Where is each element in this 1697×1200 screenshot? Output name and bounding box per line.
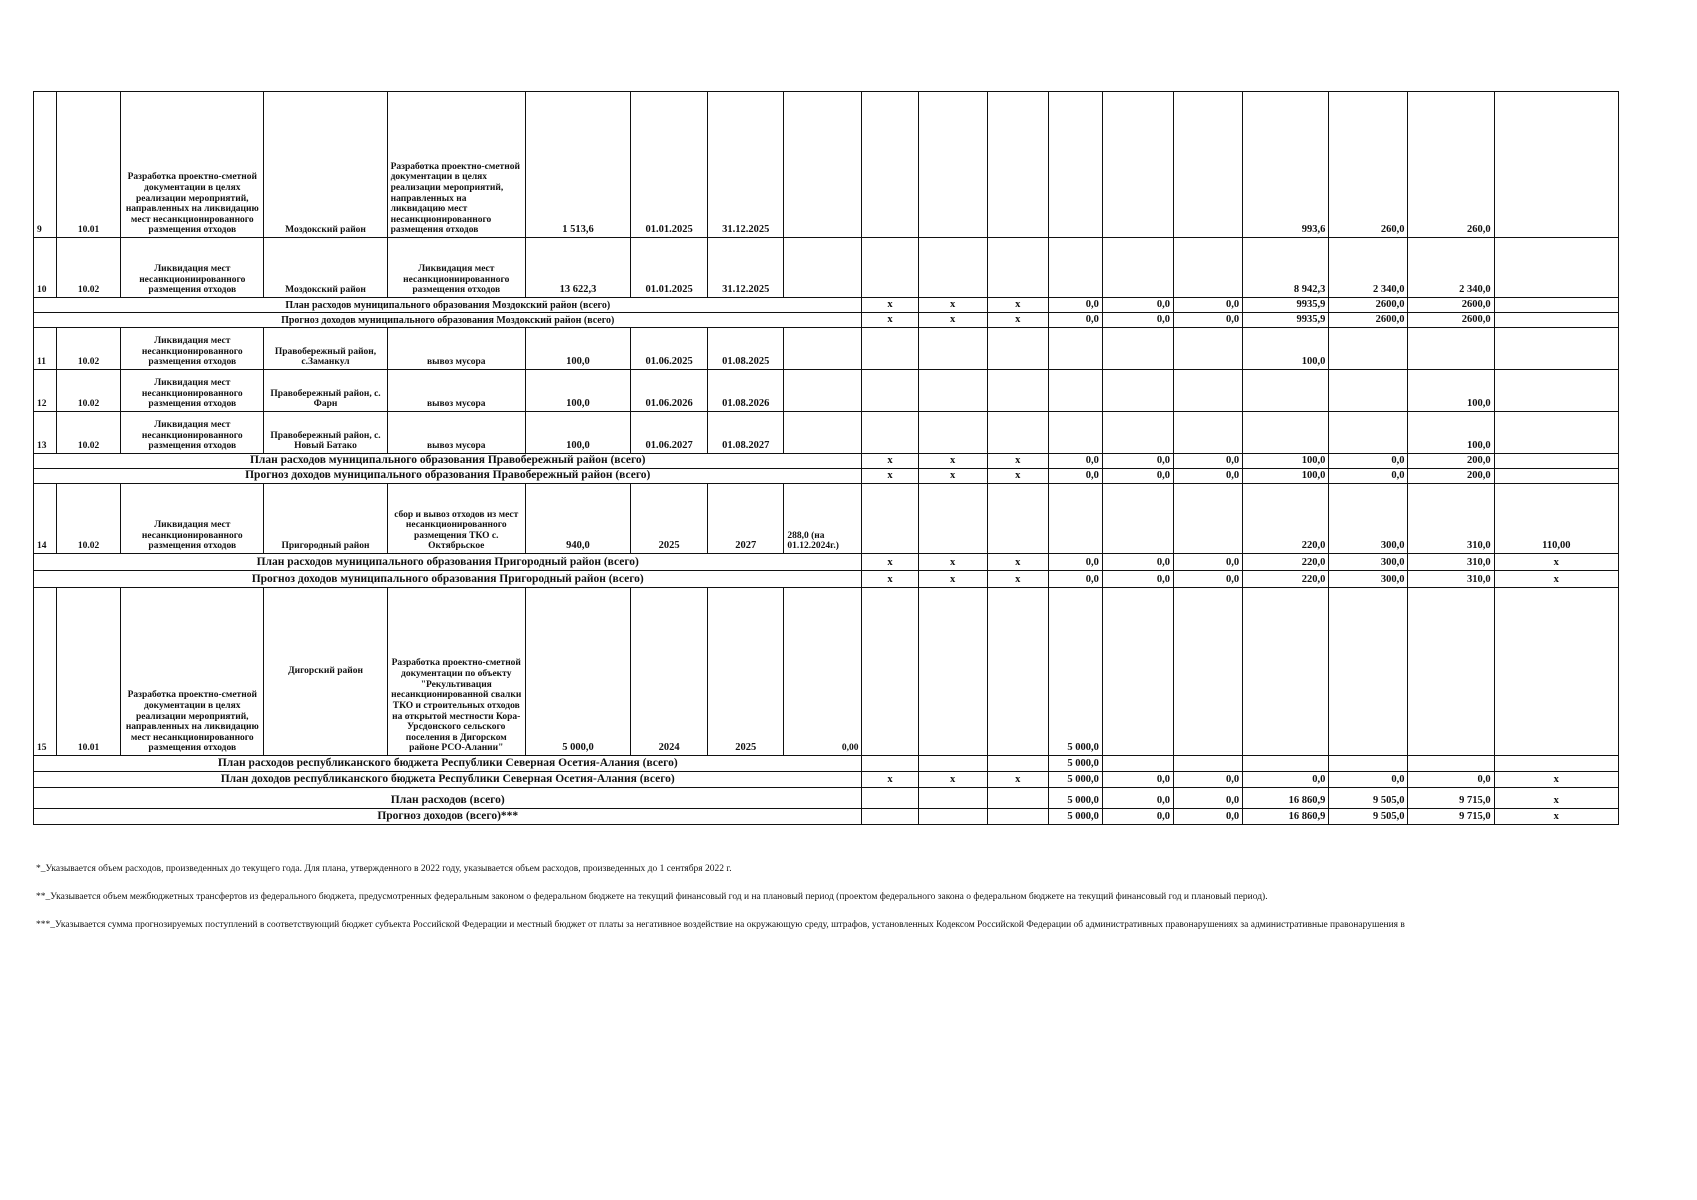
sum-value: 9935,9 [1243, 313, 1329, 328]
value-plan-3 [1408, 588, 1494, 756]
sum-value: х [1494, 809, 1618, 825]
x-cell [918, 412, 987, 454]
spent-before [784, 370, 862, 412]
district: Моздокский район [264, 92, 387, 238]
sum-value: 0,0 [1174, 809, 1243, 825]
object-name: Ликвидация мест несанкциониированного размещения отходов [387, 238, 525, 298]
sum-value: 0,0 [1174, 788, 1243, 809]
x-cell [987, 238, 1048, 298]
value-2024 [1048, 238, 1102, 298]
table-row [34, 484, 1619, 554]
summary-row [34, 571, 1619, 588]
x-cell [862, 809, 918, 825]
sum-value: 220,0 [1243, 571, 1329, 588]
x-cell [987, 412, 1048, 454]
x-cell: х [862, 571, 918, 588]
x-cell [862, 756, 918, 772]
value-plan-2 [1329, 412, 1408, 454]
value-2025a [1102, 370, 1173, 412]
sum-value: 0,0 [1174, 571, 1243, 588]
summary-row [34, 554, 1619, 571]
x-cell: х [862, 469, 918, 484]
summary-label: План расходов республиканского бюджета Республики Северная Осетия-Алания (всего) [34, 756, 862, 772]
summary-row [34, 809, 1619, 825]
end-date: 31.12.2025 [708, 238, 784, 298]
measure-code: 10.02 [57, 484, 121, 554]
value-plan-3 [1408, 328, 1494, 370]
value-plan-3: 310,0 [1408, 484, 1494, 554]
x-cell [987, 370, 1048, 412]
x-cell [862, 370, 918, 412]
measure-name: Ликвидация мест несанкционированного размещения отходов [121, 412, 264, 454]
value-2024: 5 000,0 [1048, 588, 1102, 756]
summary-label: Прогноз доходов муниципального образования Моздокский район (всего) [34, 313, 862, 328]
sum-value: 2600,0 [1408, 313, 1494, 328]
value-2025b [1174, 370, 1243, 412]
x-cell: х [918, 454, 987, 469]
value-last [1494, 588, 1618, 756]
total-cost: 100,0 [525, 370, 630, 412]
object-name: вывоз мусора [387, 412, 525, 454]
budget-table [33, 91, 1619, 825]
value-2025a [1102, 238, 1173, 298]
table-row [34, 92, 1619, 238]
sum-value: 300,0 [1329, 554, 1408, 571]
sum-value: 0,0 [1102, 772, 1173, 788]
value-2025a [1102, 412, 1173, 454]
object-name: вывоз мусора [387, 328, 525, 370]
footnote-3: ***_Указывается сумма прогнозируемых поступлений в соответствующий бюджет субъекта Российской Федерации и местный бюджет от платы за негативное воздействие на окружающую среду, штрафов, установленных Кодексом Российской Федерации об административных правонарушениях за административные правонарушения в [36, 920, 1405, 930]
measure-code: 10.01 [57, 588, 121, 756]
summary-row [34, 454, 1619, 469]
x-cell: х [987, 469, 1048, 484]
value-last: 110,00 [1494, 484, 1618, 554]
sum-value [1174, 756, 1243, 772]
value-2025b [1174, 92, 1243, 238]
value-plan-2: 2 340,0 [1329, 238, 1408, 298]
row-number: 9 [34, 92, 57, 238]
budget-table-sheet [33, 91, 1619, 825]
summary-row [34, 756, 1619, 772]
district: Моздокский район [264, 238, 387, 298]
spent-before: 288,0 (на 01.12.2024г.) [784, 484, 862, 554]
sum-value: 0,0 [1329, 469, 1408, 484]
sum-value: 100,0 [1243, 454, 1329, 469]
sum-value: 16 860,9 [1243, 788, 1329, 809]
x-cell: х [918, 298, 987, 313]
value-2025a [1102, 484, 1173, 554]
end-date: 2027 [708, 484, 784, 554]
value-plan-1 [1243, 588, 1329, 756]
value-plan-2: 260,0 [1329, 92, 1408, 238]
sum-value: 0,0 [1174, 454, 1243, 469]
x-cell [862, 788, 918, 809]
sum-value: 220,0 [1243, 554, 1329, 571]
sum-value: 0,0 [1174, 469, 1243, 484]
sum-value: 16 860,9 [1243, 809, 1329, 825]
x-cell [918, 756, 987, 772]
district: Дигорский район [264, 588, 387, 756]
measure-name: Ликвидация мест несанкциониированного размещения отходов [121, 238, 264, 298]
x-cell [862, 484, 918, 554]
sum-value: х [1494, 772, 1618, 788]
sum-value: 0,0 [1048, 571, 1102, 588]
total-cost: 100,0 [525, 328, 630, 370]
start-date: 01.06.2027 [631, 412, 708, 454]
x-cell [918, 809, 987, 825]
value-2025b [1174, 412, 1243, 454]
x-cell: х [862, 298, 918, 313]
sum-value: 310,0 [1408, 554, 1494, 571]
measure-code: 10.02 [57, 370, 121, 412]
sum-value: 0,0 [1102, 788, 1173, 809]
sum-value [1329, 756, 1408, 772]
x-cell [862, 238, 918, 298]
object-name: сбор и вывоз отходов из мест несанкционированного размещения ТКО с. Октябрьское [387, 484, 525, 554]
summary-row [34, 772, 1619, 788]
sum-value: 0,0 [1048, 313, 1102, 328]
value-plan-1 [1243, 412, 1329, 454]
x-cell: х [987, 571, 1048, 588]
sum-value: 100,0 [1243, 469, 1329, 484]
x-cell [862, 588, 918, 756]
x-cell: х [987, 772, 1048, 788]
summary-row [34, 469, 1619, 484]
x-cell [862, 328, 918, 370]
value-plan-3: 2 340,0 [1408, 238, 1494, 298]
object-name: Разработка проектно-сметной документации по объекту "Рекультивация несанкционированной свалки ТКО и строительных отходов на открытой местности Кора-Урсдонского сельского поселения в Дигорском районе РСО-Алании" [387, 588, 525, 756]
sum-value [1494, 313, 1618, 328]
value-plan-1: 8 942,3 [1243, 238, 1329, 298]
sum-value: 0,0 [1048, 454, 1102, 469]
sum-value: х [1494, 571, 1618, 588]
value-last [1494, 92, 1618, 238]
x-cell [918, 328, 987, 370]
x-cell: х [862, 554, 918, 571]
sum-value: 9935,9 [1243, 298, 1329, 313]
sum-value: 9 505,0 [1329, 788, 1408, 809]
sum-value: 0,0 [1102, 571, 1173, 588]
sum-value: 0,0 [1174, 772, 1243, 788]
district: Правобережный район, с. Новый Батако [264, 412, 387, 454]
sum-value: 9 505,0 [1329, 809, 1408, 825]
value-2025a [1102, 328, 1173, 370]
start-date: 01.06.2026 [631, 370, 708, 412]
measure-code: 10.01 [57, 92, 121, 238]
sum-value: 5 000,0 [1048, 788, 1102, 809]
sum-value: 2600,0 [1329, 298, 1408, 313]
value-last [1494, 370, 1618, 412]
value-plan-3: 100,0 [1408, 412, 1494, 454]
end-date: 01.08.2027 [708, 412, 784, 454]
x-cell: х [862, 313, 918, 328]
sum-value: 0,0 [1174, 554, 1243, 571]
sum-value: 0,0 [1329, 772, 1408, 788]
sum-value: 5 000,0 [1048, 809, 1102, 825]
object-name: вывоз мусора [387, 370, 525, 412]
footnote-2: **_Указывается объем межбюджетных трансфертов из федерального бюджета, предусмотренных федеральным законом о федеральном бюджете на текущий финансовый год и на плановый период (проектом федерального закона о федеральном бюджете на текущий финансовый год и плановый период). [36, 892, 1268, 902]
sum-value: 0,0 [1174, 298, 1243, 313]
start-date: 2024 [631, 588, 708, 756]
summary-label: План расходов муниципального образования Моздокский район (всего) [34, 298, 862, 313]
sum-value: х [1494, 788, 1618, 809]
value-2024 [1048, 328, 1102, 370]
spent-before [784, 238, 862, 298]
x-cell [987, 756, 1048, 772]
sum-value: 9 715,0 [1408, 809, 1494, 825]
x-cell: х [987, 298, 1048, 313]
x-cell [987, 328, 1048, 370]
row-number: 11 [34, 328, 57, 370]
sum-value: 2600,0 [1329, 313, 1408, 328]
sum-value: 0,0 [1102, 554, 1173, 571]
x-cell [918, 92, 987, 238]
sum-value: 0,0 [1102, 809, 1173, 825]
value-2025b [1174, 588, 1243, 756]
x-cell [918, 788, 987, 809]
table-row [34, 370, 1619, 412]
value-plan-3: 100,0 [1408, 370, 1494, 412]
sum-value: 0,0 [1048, 298, 1102, 313]
end-date: 31.12.2025 [708, 92, 784, 238]
sum-value: 0,0 [1243, 772, 1329, 788]
district: Правобережный район, с. Фарн [264, 370, 387, 412]
value-2024 [1048, 412, 1102, 454]
value-2024 [1048, 92, 1102, 238]
sum-value: 200,0 [1408, 454, 1494, 469]
sum-value: 310,0 [1408, 571, 1494, 588]
row-number: 14 [34, 484, 57, 554]
value-plan-2: 300,0 [1329, 484, 1408, 554]
x-cell: х [918, 571, 987, 588]
sum-value [1408, 756, 1494, 772]
x-cell: х [862, 454, 918, 469]
sum-value: 0,0 [1102, 313, 1173, 328]
row-number: 15 [34, 588, 57, 756]
x-cell: х [987, 313, 1048, 328]
total-cost: 100,0 [525, 412, 630, 454]
value-plan-2 [1329, 370, 1408, 412]
sum-value: 0,0 [1102, 469, 1173, 484]
value-2025b [1174, 484, 1243, 554]
total-cost: 940,0 [525, 484, 630, 554]
start-date: 01.01.2025 [631, 92, 708, 238]
sum-value [1243, 756, 1329, 772]
spent-before: 0,00 [784, 588, 862, 756]
sum-value: 0,0 [1048, 469, 1102, 484]
sum-value [1494, 756, 1618, 772]
x-cell: х [987, 454, 1048, 469]
summary-row [34, 298, 1619, 313]
sum-value [1494, 298, 1618, 313]
value-plan-3: 260,0 [1408, 92, 1494, 238]
sum-value [1494, 469, 1618, 484]
value-2024 [1048, 370, 1102, 412]
measure-code: 10.02 [57, 238, 121, 298]
value-last [1494, 328, 1618, 370]
value-plan-2 [1329, 328, 1408, 370]
x-cell [862, 412, 918, 454]
district: Правобережный район, с.Заманкул [264, 328, 387, 370]
table-row [34, 412, 1619, 454]
sum-value: 5 000,0 [1048, 772, 1102, 788]
sum-value: 0,0 [1048, 554, 1102, 571]
measure-code: 10.02 [57, 328, 121, 370]
x-cell [862, 92, 918, 238]
summary-row [34, 313, 1619, 328]
sum-value: 0,0 [1174, 313, 1243, 328]
sum-value: х [1494, 554, 1618, 571]
end-date: 01.08.2025 [708, 328, 784, 370]
spent-before [784, 328, 862, 370]
measure-code: 10.02 [57, 412, 121, 454]
summary-label: План расходов муниципального образования Правобережный район (всего) [34, 454, 862, 469]
sum-value: 5 000,0 [1048, 756, 1102, 772]
sum-value: 200,0 [1408, 469, 1494, 484]
x-cell [987, 588, 1048, 756]
x-cell [987, 92, 1048, 238]
x-cell [918, 484, 987, 554]
x-cell [987, 788, 1048, 809]
row-number: 10 [34, 238, 57, 298]
total-cost: 5 000,0 [525, 588, 630, 756]
x-cell: х [918, 554, 987, 571]
sum-value: 2600,0 [1408, 298, 1494, 313]
summary-label: План доходов республиканского бюджета Республики Северная Осетия-Алания (всего) [34, 772, 862, 788]
footnote-1: *_Указывается объем расходов, произведенных до текущего года. Для плана, утвержденного в 2022 году, указывается объем расходов, произведенных до 1 сентября 2022 г. [36, 864, 732, 874]
summary-label: План расходов (всего) [34, 788, 862, 809]
value-plan-2 [1329, 588, 1408, 756]
x-cell: х [918, 772, 987, 788]
value-last [1494, 412, 1618, 454]
x-cell [918, 370, 987, 412]
summary-label: Прогноз доходов муниципального образования Пригородный район (всего) [34, 571, 862, 588]
row-number: 12 [34, 370, 57, 412]
district: Пригородный район [264, 484, 387, 554]
measure-name: Разработка проектно-сметной документации в целях реализации мероприятий, направленных на ликвидацию мест несанкционированного размещения отходов [121, 92, 264, 238]
x-cell [918, 588, 987, 756]
x-cell [987, 484, 1048, 554]
x-cell: х [862, 772, 918, 788]
table-row [34, 588, 1619, 756]
measure-name: Ликвидация мест несанкционированного размещения отходов [121, 484, 264, 554]
summary-label: Прогноз доходов (всего)*** [34, 809, 862, 825]
x-cell [918, 238, 987, 298]
value-2025a [1102, 588, 1173, 756]
table-row [34, 328, 1619, 370]
x-cell: х [918, 469, 987, 484]
start-date: 2025 [631, 484, 708, 554]
end-date: 01.08.2026 [708, 370, 784, 412]
spent-before [784, 92, 862, 238]
summary-row [34, 788, 1619, 809]
sum-value: 0,0 [1408, 772, 1494, 788]
value-plan-1 [1243, 370, 1329, 412]
spent-before [784, 412, 862, 454]
object-name: Разработка проектно-сметной документации в целях реализации мероприятий, направленных на ликвидацию мест несанкционированного размещения отходов [387, 92, 525, 238]
value-last [1494, 238, 1618, 298]
sum-value: 0,0 [1102, 298, 1173, 313]
value-2025b [1174, 328, 1243, 370]
value-plan-1: 100,0 [1243, 328, 1329, 370]
sum-value: 0,0 [1102, 454, 1173, 469]
value-2025a [1102, 92, 1173, 238]
sum-value: 9 715,0 [1408, 788, 1494, 809]
x-cell: х [987, 554, 1048, 571]
measure-name: Ликвидация мест несанкционированного размещения отходов [121, 370, 264, 412]
x-cell: х [918, 313, 987, 328]
sum-value [1494, 454, 1618, 469]
total-cost: 13 622,3 [525, 238, 630, 298]
sum-value: 0,0 [1329, 454, 1408, 469]
measure-name: Ликвидация мест несанкционированного размещения отходов [121, 328, 264, 370]
start-date: 01.06.2025 [631, 328, 708, 370]
x-cell [987, 809, 1048, 825]
sum-value: 300,0 [1329, 571, 1408, 588]
value-plan-1: 993,6 [1243, 92, 1329, 238]
row-number: 13 [34, 412, 57, 454]
measure-name: Разработка проектно-сметной документации в целях реализации мероприятий, направленных на ликвидацию мест несанкционированного размещения отходов [121, 588, 264, 756]
end-date: 2025 [708, 588, 784, 756]
sum-value [1102, 756, 1173, 772]
summary-label: План расходов муниципального образования Пригородный район (всего) [34, 554, 862, 571]
total-cost: 1 513,6 [525, 92, 630, 238]
start-date: 01.01.2025 [631, 238, 708, 298]
value-2025b [1174, 238, 1243, 298]
value-2024 [1048, 484, 1102, 554]
summary-label: Прогноз доходов муниципального образования Правобережный район (всего) [34, 469, 862, 484]
table-row [34, 238, 1619, 298]
value-plan-1: 220,0 [1243, 484, 1329, 554]
